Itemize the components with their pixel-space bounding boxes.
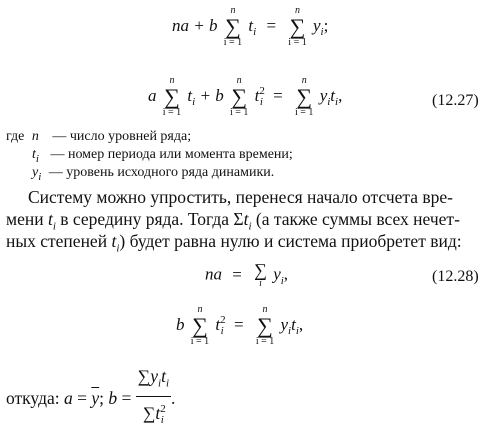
legend-line-y: $y_i$ — уровень исходного ряда динамики. <box>32 165 275 183</box>
eq1-y: y <box>312 15 321 35</box>
equation-2: a n ∑ i = 1 $t_i + b$ n ∑ i = 1 $t^2_i$ = n ∑ i = 1 $y_it_i$, <box>148 75 343 118</box>
b-fraction: $\frac{\sum y_it_i}{\sum t^2_i}$ <box>137 366 170 426</box>
equation-number-12-28: (12.28) <box>432 268 479 285</box>
legend-line-t: $t_i$ — номер периода или момента времени; <box>32 147 293 165</box>
eq1-na: na <box>172 15 189 35</box>
eq2-a: a <box>148 85 157 105</box>
conclusion: откуда: $a = \overline{y}$; b = $\frac{\sum y_it_i}{\sum t^2_i}$ . <box>6 365 175 431</box>
eq1-plus-b: + b <box>193 15 218 35</box>
eq4-sum-2: n ∑ i = 1 <box>255 304 275 347</box>
eq2-plus-b: + b <box>199 85 224 105</box>
eq2-sum-2: n ∑ i = 1 <box>229 75 249 118</box>
equation-number-12-27: (12.27) <box>432 92 479 109</box>
eq2-sum-1: n ∑ i = 1 <box>162 75 182 118</box>
paragraph-line-2: мени $t_i$ в середину ряда. Тогда $\Sigma t_i$ (а также суммы всех нечет- <box>6 209 460 233</box>
eq4-sum-1: n ∑ i = 1 <box>190 304 210 347</box>
paragraph-line-1: Систему можно упростить, перенеся начало отсчета вре- <box>28 187 453 207</box>
eq1-sum-2: n ∑ i = 1 <box>288 5 307 48</box>
eq3-sum: ∑ i <box>254 260 267 290</box>
eq1-equals: = <box>266 15 277 35</box>
equation-1: na + b n ∑ i = 1 $t_i$ = n ∑ i = 1 $y_i$; <box>172 5 329 48</box>
equation-4: b n ∑ i = 1 $t^2_i$ = n ∑ i = 1 $y_it_i$, <box>176 304 304 347</box>
legend-line-n: где n — число уровней ряда; <box>6 129 192 144</box>
equation-3: na = ∑ i $y_i$, <box>205 260 289 290</box>
eq2-sum-3: n ∑ i = 1 <box>295 75 314 118</box>
eq1-t: t <box>248 15 254 35</box>
eq1-sum-1: n ∑ i = 1 <box>223 5 243 48</box>
paragraph-line-3: ных степеней $t_i$) будет равна нулю и система приобретет вид: <box>6 231 462 255</box>
